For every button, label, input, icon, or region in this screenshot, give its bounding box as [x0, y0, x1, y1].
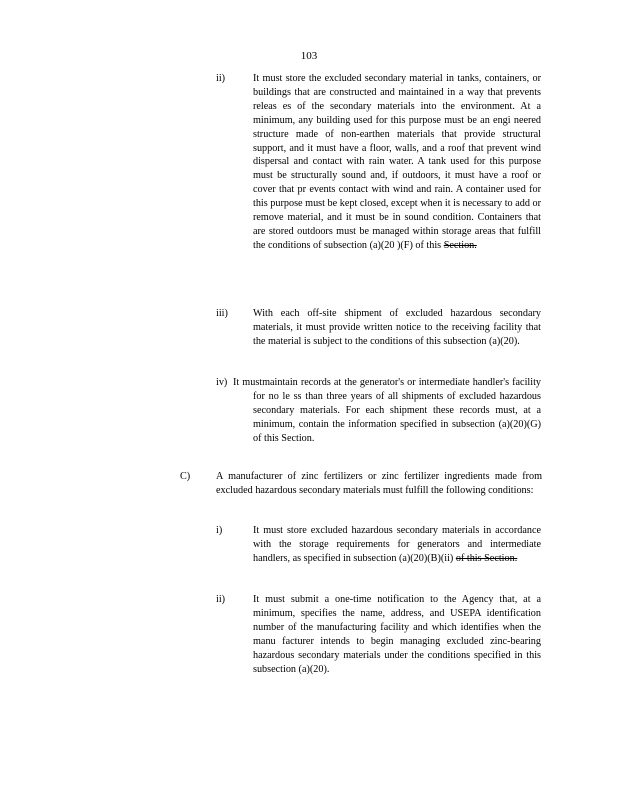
list-item-b-ii	[216, 72, 541, 253]
list-item-text: It must submit a one-time notification to the Agency that, at a minimum, specifies the name, address, and USEPA identification number of the manufacturing facility and which identifies when the manu facturer intends to begin managing excluded zinc-bearing hazardous secondary materials under the conditions specified in this subsection (a)(20).	[253, 594, 541, 675]
list-item-c-ii	[216, 593, 541, 676]
list-marker: ii)	[216, 594, 226, 605]
page-number: 103	[300, 50, 318, 62]
list-marker: i)	[216, 525, 223, 536]
list-item-text: With each off-site shipment of excluded hazardous secondary materials, it must provide written notice to the receiving facility that the material is subject to the conditions of this subsection (a)(20).	[253, 308, 541, 347]
list-item-c	[180, 470, 542, 498]
list-marker: iii)	[216, 308, 228, 319]
struck-text: of this Section.	[455, 552, 518, 564]
list-item-text	[253, 72, 541, 253]
list-item-b-iv	[216, 376, 541, 446]
list-marker: ii)	[216, 73, 226, 84]
paragraph-text: It must store excluded hazardous secondary materials in accordance with the storage requirements for generators and intermediate handlers, as specified in subsection (a)(20)(B)(ii)	[253, 525, 541, 564]
list-item-b-iii	[216, 307, 541, 349]
list-item-c-i	[216, 524, 541, 566]
list-item-text: A manufacturer of zinc fertilizers or zinc fertilizer ingredients made from excluded hazardous secondary materials must fulfill the following conditions:	[216, 471, 542, 496]
list-marker: C)	[180, 471, 191, 482]
list-item-text	[253, 524, 541, 566]
list-item-text: It mustmaintain records at the generator's or intermediate handler's facility for no le ss than three years of all shipments of excluded hazardous secondary materials. For each shipment these records must, at a minimum, contain the information specified in subsection (a)(20)(G) of this Section.	[233, 377, 541, 444]
list-marker: iv)	[216, 377, 228, 388]
struck-text: Section.	[443, 239, 477, 251]
paragraph-text: It must store the excluded secondary material in tanks, containers, or buildings that are constructed and maintained in a way that prevents releas es of the secondary materials into the environment. At a minimum, any building used for this purpose must be an engi neered structure made of non-earthen materials that provide structural support, and it must have a floor, walls, and a roof that prevent wind dispersal and contact with rain water. A tank used for this purpose must be structurally sound and, if outdoors, it must have a roof or cover that pr events contact with wind and rain. A container used for this purpose must be kept closed, except when it is necessary to add or remove material, and it must be in sound condition. Containers that are stored outdoors must be managed within storage areas that fulfill the conditions of subsection (a)(20 )(F) of this	[253, 73, 541, 251]
